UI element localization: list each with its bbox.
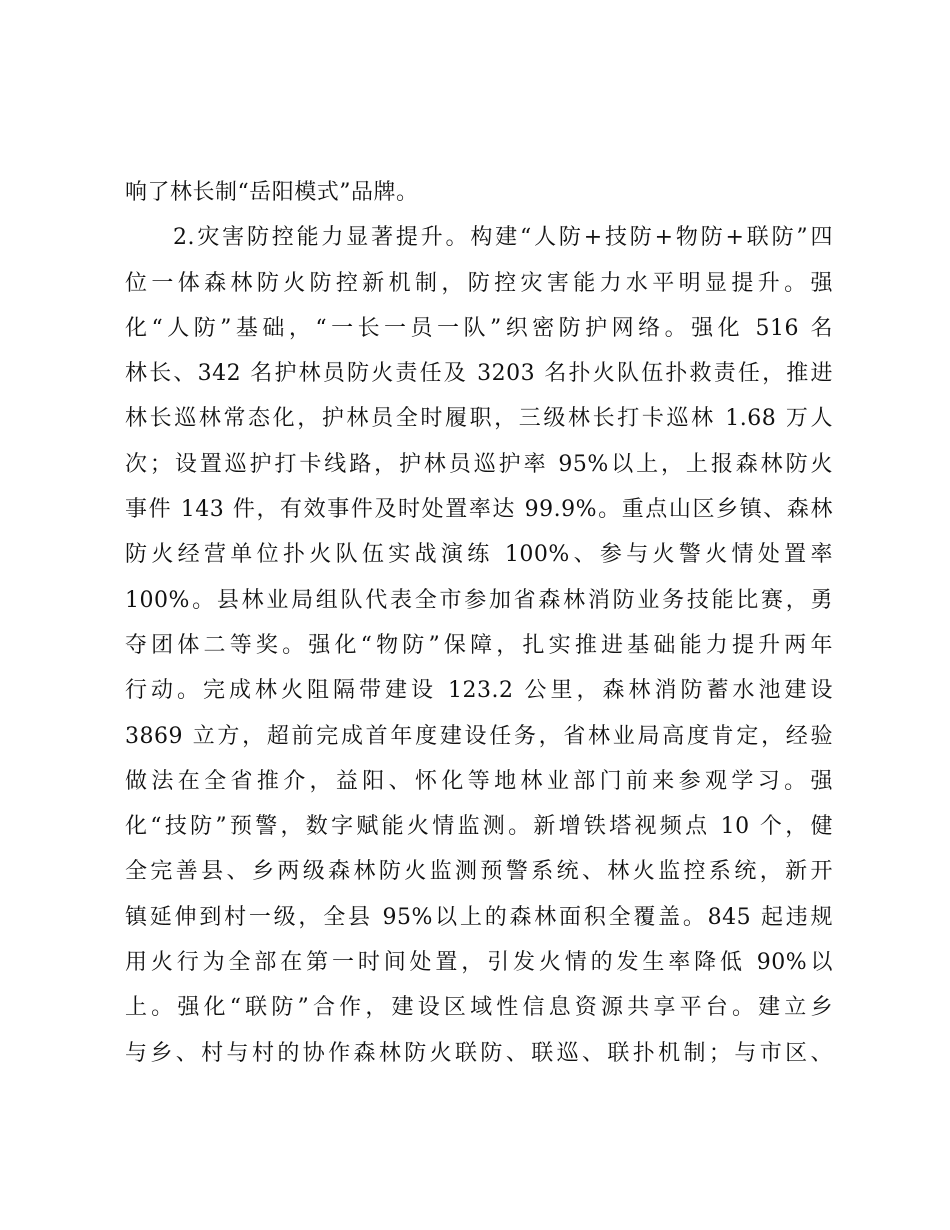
- text-line: 镇延伸到村一级，全县 95%以上的森林面积全覆盖。845 起违规: [125, 904, 833, 930]
- text-line: 事件 143 件，有效事件及时处置率达 99.9%。重点山区乡镇、森林: [125, 497, 833, 523]
- text-line: 全完善县、乡两级森林防火监测预警系统、林火监控系统，新开: [125, 859, 833, 885]
- text-line: 响了林长制“岳阳模式”品牌。: [125, 180, 419, 205]
- text-line: 夺团体二等奖。强化“物防”保障，扎实推进基础能力提升两年: [125, 632, 833, 658]
- text-line: 用火行为全部在第一时间处置，引发火情的发生率降低 90%以: [125, 950, 833, 976]
- text-line: 防火经营单位扑火队伍实战演练 100%、参与火警火情处置率: [125, 542, 833, 568]
- document-body: [125, 170, 833, 1076]
- text-line: 林长巡林常态化，护林员全时履职，三级林长打卡巡林 1.68 万人: [125, 406, 833, 432]
- text-line: 100%。县林业局组队代表全市参加省森林消防业务技能比赛，勇: [125, 587, 833, 613]
- text-line: 行动。完成林火阻隔带建设 123.2 公里，森林消防蓄水池建设: [125, 678, 833, 704]
- text-line: 位一体森林防火防控新机制，防控灾害能力水平明显提升。强: [125, 270, 833, 296]
- text-line: 林长、342 名护林员防火责任及 3203 名扑火队伍扑救责任，推进: [125, 361, 833, 387]
- text-line: 次；设置巡护打卡线路，护林员巡护率 95%以上，上报森林防火: [125, 451, 833, 477]
- text-line: 化“技防”预警，数字赋能火情监测。新增铁塔视频点 10 个，健: [125, 814, 833, 840]
- text-line: 化“人防”基础，“一长一员一队”织密防护网络。强化 516 名: [125, 315, 833, 341]
- text-line: 上。强化“联防”合作，建设区域性信息资源共享平台。建立乡: [125, 995, 833, 1021]
- text-line: 3869 立方，超前完成首年度建设任务，省林业局高度肯定，经验: [125, 723, 833, 749]
- text-line: 与乡、村与村的协作森林防火联防、联巡、联扑机制；与市区、: [125, 1040, 833, 1066]
- section-heading-line: 2.灾害防控能力显著提升。构建“人防+技防+物防+联防”四: [173, 225, 833, 251]
- text-line: 做法在全省推介，益阳、怀化等地林业部门前来参观学习。强: [125, 768, 833, 794]
